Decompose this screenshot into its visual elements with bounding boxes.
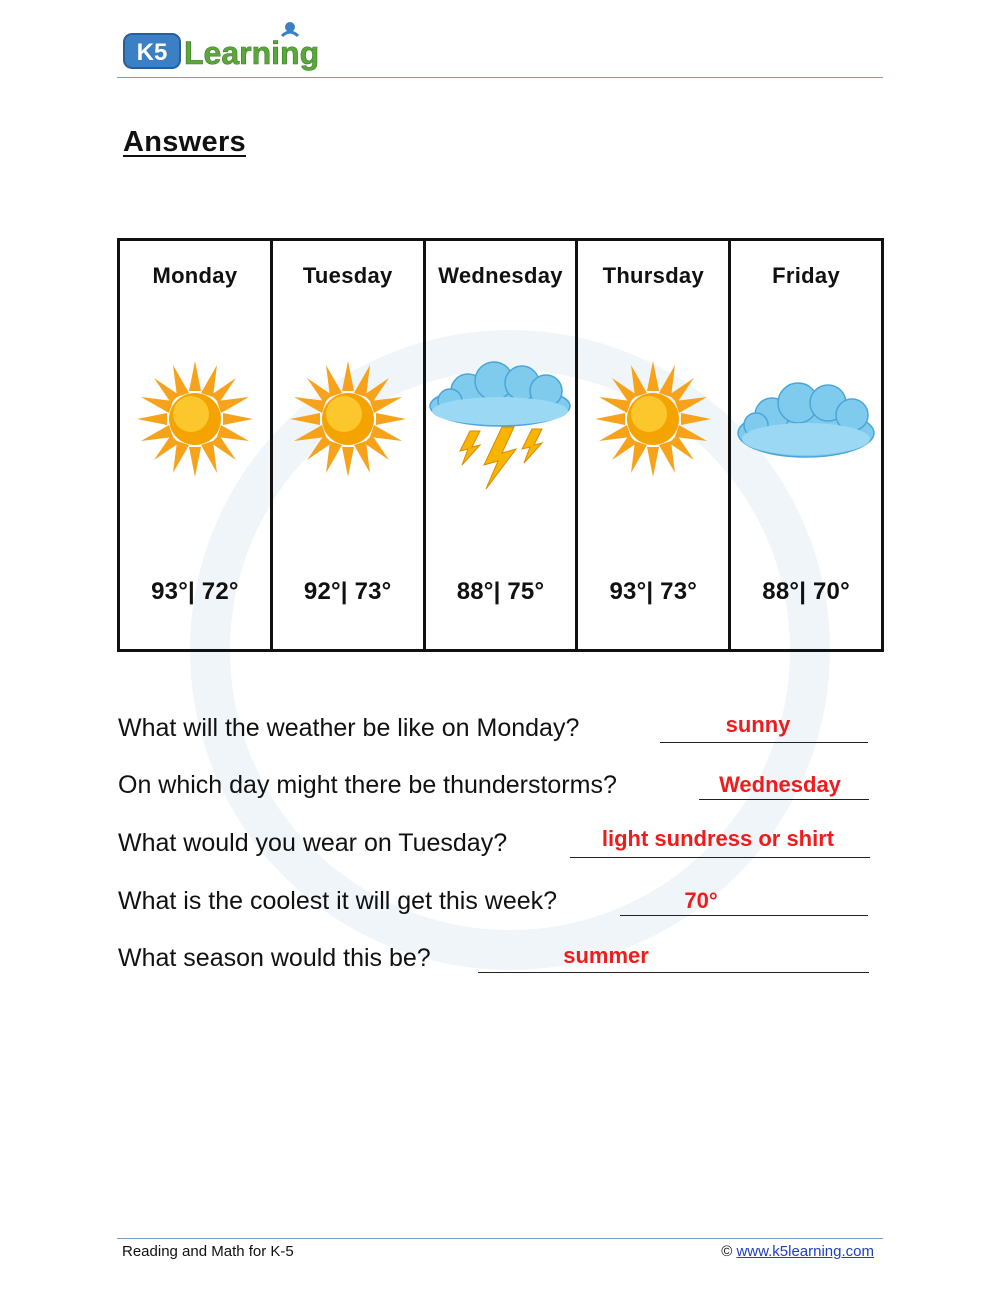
forecast-day-wednesday — [426, 241, 579, 649]
answer-line-3 — [570, 857, 870, 858]
answer-line-4 — [620, 915, 868, 916]
answer-line-2 — [699, 799, 869, 800]
answer-line-1 — [660, 742, 868, 743]
sun-icon — [288, 359, 408, 479]
svg-text:Learning: Learning — [184, 35, 320, 71]
temperature-high-low: 92°| 73° — [303, 578, 392, 605]
answer-5: summer — [563, 943, 649, 968]
k5-learning-logo — [122, 20, 332, 76]
cloud-icon — [736, 371, 876, 471]
website-link[interactable]: www.k5learning.com — [736, 1243, 874, 1260]
question-5: What season would this be? — [118, 944, 431, 972]
temperature-high-low: 93°| 73° — [609, 578, 698, 605]
forecast-day-monday — [120, 241, 273, 649]
sun-icon — [135, 359, 255, 479]
copyright-symbol: © — [721, 1243, 733, 1260]
sun-icon — [593, 359, 713, 479]
header-rule — [117, 77, 883, 78]
forecast-day-thursday — [578, 241, 731, 649]
footer-tagline: Reading and Math for K-5 — [122, 1243, 294, 1260]
answer-2: Wednesday — [719, 772, 841, 797]
forecast-day-friday — [731, 241, 881, 649]
answer-line-5 — [478, 972, 869, 973]
day-name: Wednesday — [438, 263, 563, 288]
temperature-high-low: 88°| 75° — [456, 578, 545, 605]
answer-1: sunny — [725, 712, 791, 737]
page-title: Answers — [123, 126, 246, 158]
question-3: What would you wear on Tuesday? — [118, 829, 508, 857]
answer-4: 70° — [684, 888, 718, 913]
weather-forecast-table — [117, 238, 884, 652]
day-name: Thursday — [602, 263, 704, 288]
day-name: Friday — [772, 263, 840, 288]
answer-3: light sundress or shirt — [601, 826, 835, 851]
question-1: What will the weather be like on Monday? — [118, 714, 580, 742]
temperature-high-low: 88°| 70° — [762, 578, 850, 605]
svg-text:K5: K5 — [136, 39, 168, 66]
thunderstorm-cloud-icon — [428, 361, 572, 501]
forecast-day-tuesday — [273, 241, 426, 649]
footer-copyright — [721, 1243, 874, 1260]
question-2: On which day might there be thunderstorms? — [118, 771, 617, 799]
question-4: What is the coolest it will get this week? — [118, 887, 558, 915]
temperature-high-low: 93°| 72° — [151, 578, 239, 605]
day-name: Tuesday — [302, 263, 393, 288]
footer-rule — [117, 1238, 883, 1239]
day-name: Monday — [152, 263, 238, 288]
